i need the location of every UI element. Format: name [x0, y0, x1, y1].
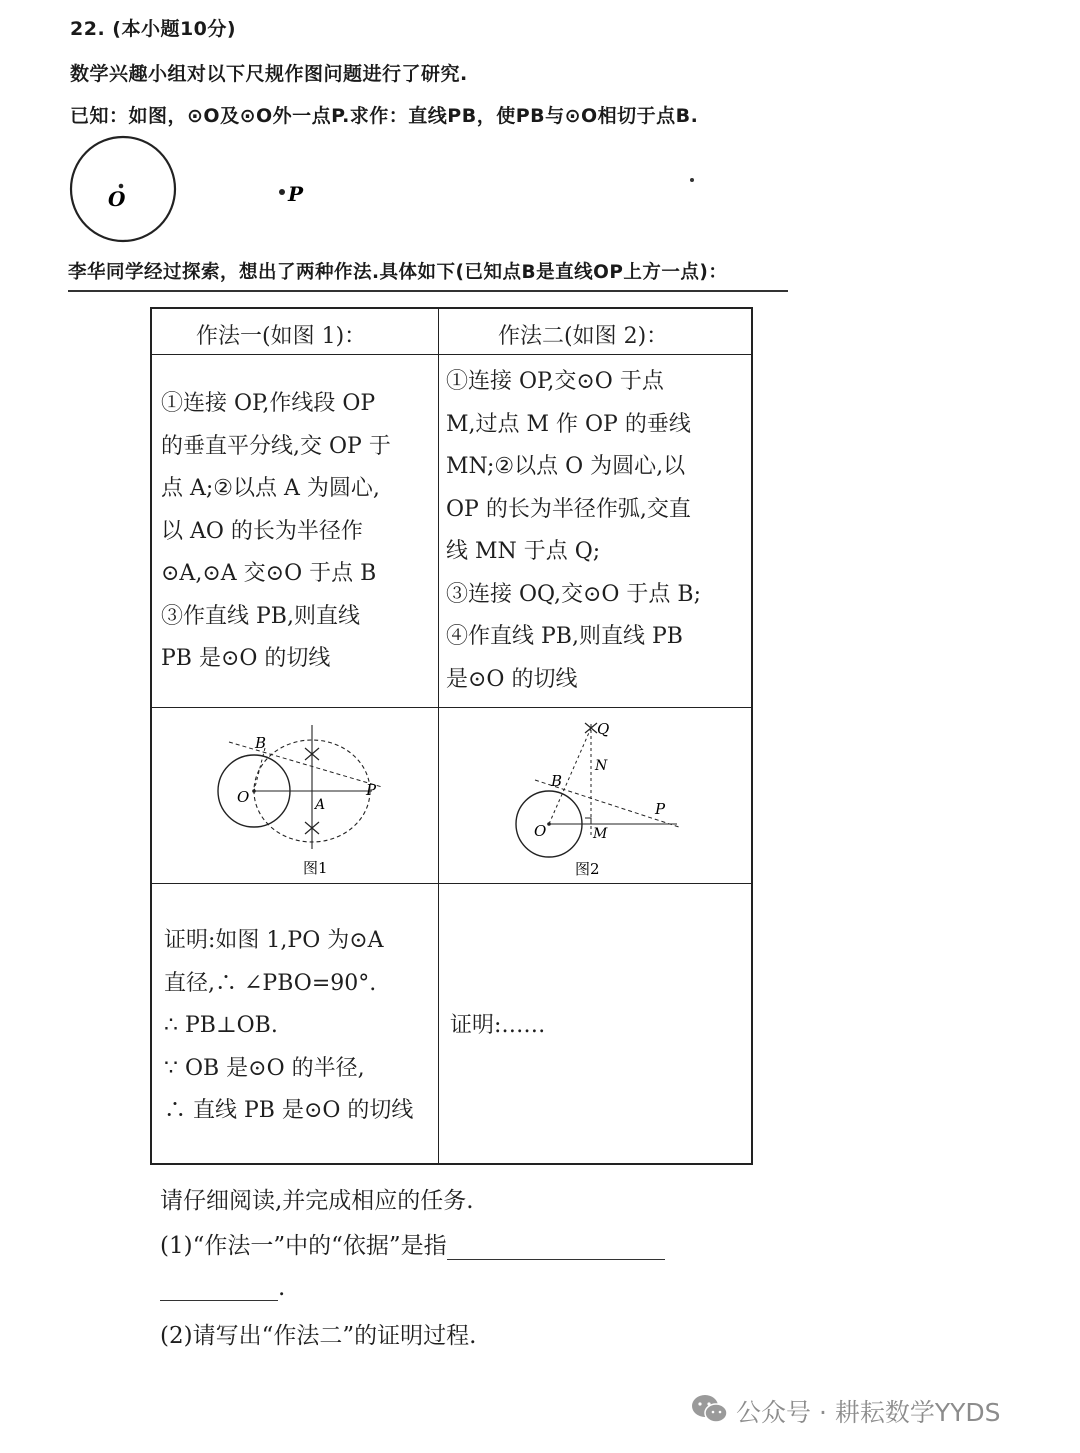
proof-method-2: 证明:…… — [450, 1013, 546, 1038]
method-2-line: 是⊙O 的切线 — [446, 666, 578, 692]
proof-1-line: 直径,∴ ∠PBO=90°. — [164, 970, 377, 996]
method-2-steps — [446, 361, 701, 701]
wechat-icon — [690, 1392, 730, 1426]
header-method-2: 作法二(如图 2)： — [498, 324, 669, 349]
label-p: P — [366, 781, 377, 799]
point-p-label: P — [288, 182, 304, 206]
label-o: O — [237, 788, 250, 806]
label-m: M — [593, 826, 608, 842]
method-2-line: M,过点 M 作 OP 的垂线 — [446, 411, 691, 437]
task-1 — [160, 1227, 665, 1260]
method-1-steps — [161, 383, 391, 681]
column-divider — [438, 309, 439, 1163]
label-p: P — [655, 800, 666, 818]
proof-1-line: ∴ PB⊥OB. — [164, 1013, 278, 1038]
method-1-line: ①连接 OP,作线段 OP — [161, 391, 376, 416]
watermark-text: 公众号 · 耕耘数学YYDS — [736, 1398, 1001, 1427]
problem-lead: 李华同学经过探索，想出了两种作法.具体如下(已知点B是直线OP上方一点)： — [68, 262, 728, 283]
stray-dot — [690, 178, 694, 182]
proof-method-1 — [164, 920, 413, 1133]
task-lead: 请仔细阅读,并完成相应的任务. — [160, 1188, 474, 1214]
row-divider — [152, 354, 751, 355]
problem-given: 已知：如图，⊙O及⊙O外一点P.求作：直线PB，使PB与⊙O相切于点B. — [70, 105, 699, 127]
task-1-text: (1)“作法一”中的“依据”是指 — [160, 1233, 447, 1259]
label-a: A — [315, 797, 326, 813]
method-2-line: 线 MN 于点 Q; — [446, 539, 601, 564]
label-b: B — [255, 734, 267, 752]
separator-rule — [68, 290, 788, 292]
figure-2-caption: 图2 — [575, 860, 600, 878]
point-p-dot — [279, 189, 285, 195]
task-1-continued — [160, 1272, 285, 1301]
problem-number: 22. (本小题10分) — [70, 18, 237, 40]
task-1-period: . — [278, 1275, 286, 1301]
method-2-line: MN;②以点 O 为圆心,以 — [446, 454, 686, 479]
given-figure — [60, 132, 320, 248]
proof-1-line: 证明:如图 1,PO 为⊙A — [164, 928, 384, 953]
problem-intro: 数学兴趣小组对以下尺规作图问题进行了研究. — [70, 63, 468, 85]
method-2-line: ④作直线 PB,则直线 PB — [446, 624, 683, 649]
point-o-dot — [547, 822, 551, 826]
method-1-line: ⊙A,⊙A 交⊙O 于点 B — [161, 561, 377, 586]
task-2: (2)请写出“作法二”的证明过程. — [160, 1323, 477, 1349]
figure-2 — [507, 714, 707, 879]
method-1-line: ③作直线 PB,则直线 — [161, 603, 360, 629]
method-1-line: PB 是⊙O 的切线 — [161, 646, 331, 671]
answer-blank-2[interactable] — [160, 1272, 278, 1301]
label-q: Q — [597, 720, 610, 738]
method-2-line: OP 的长为半径作弧,交直 — [446, 496, 691, 522]
methods-table — [150, 307, 753, 1165]
proof-1-line: ∴ 直线 PB 是⊙O 的切线 — [164, 1098, 414, 1123]
label-b: B — [551, 772, 563, 790]
row-divider — [152, 707, 751, 708]
proof-1-line: ∵ OB 是⊙O 的半径, — [164, 1055, 365, 1081]
label-o: O — [534, 822, 547, 840]
answer-blank-1[interactable] — [447, 1231, 665, 1260]
figure-1-caption: 图1 — [303, 859, 328, 877]
point-o-dot — [252, 789, 256, 793]
method-1-line: 的垂直平分线,交 OP 于 — [161, 433, 391, 459]
center-o-label: O — [108, 187, 126, 211]
right-angle-mark — [585, 818, 591, 824]
method-1-line: 以 AO 的长为半径作 — [161, 518, 363, 544]
row-divider — [152, 883, 751, 884]
figure-1 — [207, 717, 397, 877]
method-2-line: ③连接 OQ,交⊙O 于点 B; — [446, 581, 701, 607]
method-1-line: 点 A;②以点 A 为圆心, — [161, 476, 380, 501]
header-method-1: 作法一(如图 1)： — [196, 324, 367, 349]
label-n: N — [595, 758, 608, 774]
method-2-line: ①连接 OP,交⊙O 于点 — [446, 369, 664, 394]
